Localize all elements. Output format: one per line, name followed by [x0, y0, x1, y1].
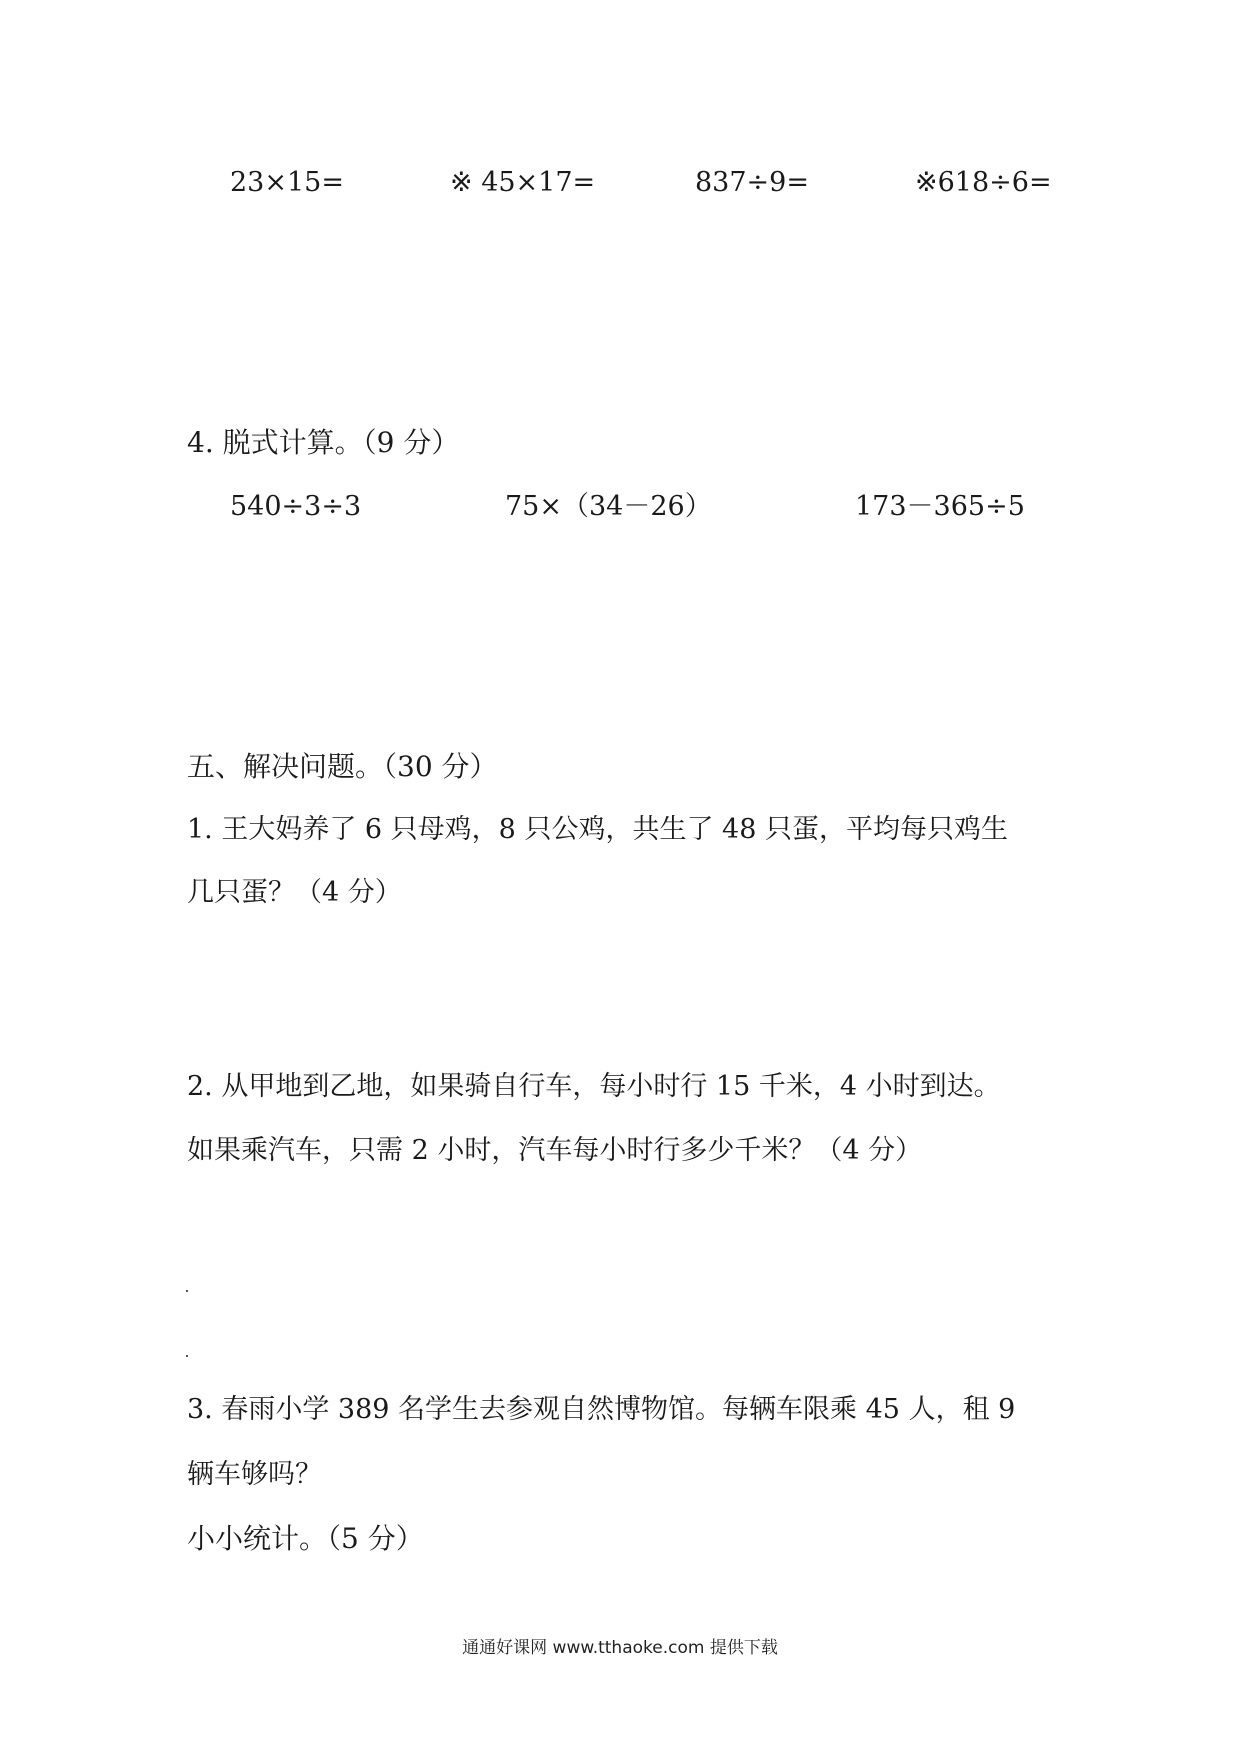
expression-3: 837÷9= — [695, 167, 809, 198]
question1-line1: 1. 王大妈养了 6 只母鸡，8 只公鸡，共生了 48 只蛋，平均每只鸡生 — [187, 814, 1008, 845]
section4-expression-1: 540÷3÷3 — [230, 491, 362, 522]
statistics-title: 小小统计。（5 分） — [187, 1522, 424, 1555]
question1-line2: 几只蛋？（4 分） — [187, 877, 402, 908]
expression-1: 23×15= — [230, 167, 344, 198]
section5-title: 五、解决问题。（30 分） — [187, 750, 498, 783]
section4-title: 4. 脱式计算。（9 分） — [187, 426, 460, 459]
footer-source: 通通好课网 www.tthaoke.com 提供下载 — [462, 1638, 778, 1658]
expression-2: ※ 45×17= — [450, 167, 596, 198]
question2-line1: 2. 从甲地到乙地，如果骑自行车，每小时行 15 千米，4 小时到达。 — [187, 1071, 1001, 1102]
expression-4: ※618÷6= — [915, 167, 1052, 198]
question2-line2: 如果乘汽车，只需 2 小时，汽车每小时行多少千米？（4 分） — [187, 1135, 923, 1166]
section4-expression-3: 173－365÷5 — [855, 491, 1025, 522]
scan-speck — [186, 1290, 188, 1292]
scan-speck — [186, 1355, 188, 1357]
section4-expression-2: 75×（34－26） — [505, 491, 712, 522]
question3-line1: 3. 春雨小学 389 名学生去参观自然博物馆。每辆车限乘 45 人，租 9 — [187, 1394, 1016, 1425]
question3-line2: 辆车够吗？ — [187, 1459, 322, 1490]
